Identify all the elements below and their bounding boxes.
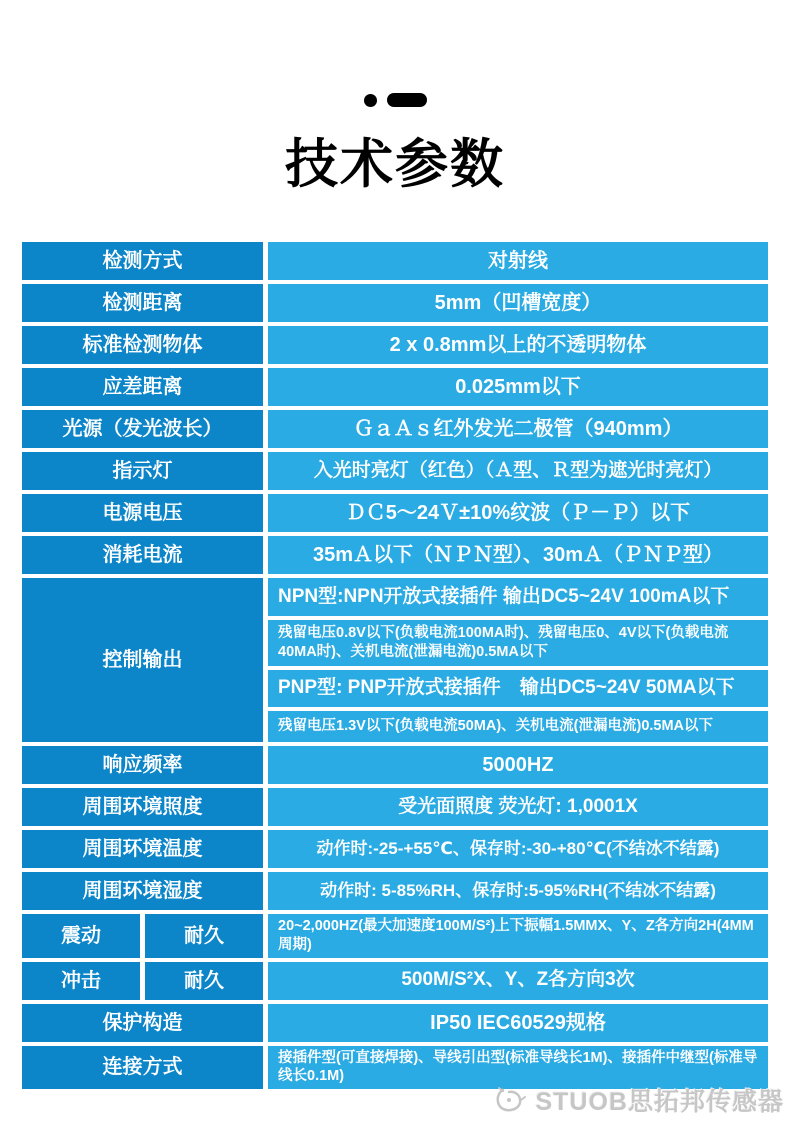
sub-row-value: 残留电压0.8V以下(负载电流100MA时)、残留电压0、4V以下(负载电流40MA时)、关机电流(泄漏电流)0.5MA以下 <box>268 620 768 666</box>
table-row <box>22 368 768 406</box>
row-label: 控制输出 <box>22 578 263 742</box>
row-label: 冲击 <box>22 962 140 1000</box>
row-label: 标准检测物体 <box>22 326 263 364</box>
row-label: 电源电压 <box>22 494 263 532</box>
row-label: 消耗电流 <box>22 536 263 574</box>
table-row <box>22 536 768 574</box>
row-value: 动作时:-25-+55℃、保存时:-30-+80℃(不结冰不结露) <box>268 830 768 868</box>
dot-icon <box>364 94 377 107</box>
row-value: 500M/S²X、Y、Z各方向3次 <box>268 962 768 1000</box>
watermark-logo-icon <box>495 1084 531 1116</box>
table-row <box>22 962 768 1000</box>
row-value: 35mＡ以下（ＮＰＮ型）、30mＡ（ＰＮＰ型） <box>268 536 768 574</box>
row-label: 耐久 <box>145 914 263 958</box>
row-label: 检测距离 <box>22 284 263 322</box>
row-value: 5mm（凹槽宽度） <box>268 284 768 322</box>
dash-icon <box>387 93 427 107</box>
row-value: 受光面照度 荧光灯: 1,0001X <box>268 788 768 826</box>
row-label: 光源（发光波长） <box>22 410 263 448</box>
row-value: 20~2,000HZ(最大加速度100M/S²)上下振幅1.5MMX、Y、Z各方向2H(4MM周期) <box>268 914 768 958</box>
row-value: 0.025mm以下 <box>268 368 768 406</box>
row-value: ＤＣ5～24Ｖ±10%纹波（Ｐ－Ｐ）以下 <box>268 494 768 532</box>
row-value: 入光时亮灯（红色）（Ａ型、Ｒ型为遮光时亮灯） <box>268 452 768 490</box>
row-subvalues <box>268 578 768 742</box>
row-label-pair <box>22 962 263 1000</box>
row-value: 5000HZ <box>268 746 768 784</box>
table-row <box>22 326 768 364</box>
row-label-pair <box>22 914 263 958</box>
table-row <box>22 494 768 532</box>
row-label: 周围环境照度 <box>22 788 263 826</box>
sub-row-value: NPN型:NPN开放式接插件 输出DC5~24V 100mA以下 <box>268 578 768 616</box>
row-value: 2 x 0.8mm以上的不透明物体 <box>268 326 768 364</box>
row-label: 保护构造 <box>22 1004 263 1042</box>
row-value: 对射线 <box>268 242 768 280</box>
table-row <box>22 284 768 322</box>
row-label: 周围环境温度 <box>22 830 263 868</box>
table-row <box>22 578 768 742</box>
spec-table <box>22 242 768 1089</box>
row-label: 震动 <box>22 914 140 958</box>
row-value: ＧａＡｓ红外发光二极管（940mm） <box>268 410 768 448</box>
row-label: 指示灯 <box>22 452 263 490</box>
page-title: 技术参数 <box>285 135 505 194</box>
sub-row-value: PNP型: PNP开放式接插件 输出DC5~24V 50MA以下 <box>268 670 768 707</box>
table-row <box>22 242 768 280</box>
table-row <box>22 1004 768 1042</box>
brand-watermark <box>495 1082 784 1118</box>
row-label: 耐久 <box>145 962 263 1000</box>
table-row <box>22 746 768 784</box>
table-row <box>22 788 768 826</box>
row-value: IP50 IEC60529规格 <box>268 1004 768 1042</box>
dot-dash-decoration <box>0 0 790 107</box>
row-label: 应差距离 <box>22 368 263 406</box>
row-label: 响应频率 <box>22 746 263 784</box>
row-label: 周围环境湿度 <box>22 872 263 910</box>
row-value: 动作时: 5-85%RH、保存时:5-95%RH(不结冰不结露) <box>268 872 768 910</box>
table-row <box>22 410 768 448</box>
table-row <box>22 452 768 490</box>
table-row <box>22 914 768 958</box>
row-label: 检测方式 <box>22 242 263 280</box>
table-row <box>22 872 768 910</box>
sub-row-value: 残留电压1.3V以下(负载电流50MA)、关机电流(泄漏电流)0.5MA以下 <box>268 711 768 742</box>
watermark-text: STUOB思拓邦传感器 <box>535 1088 784 1116</box>
row-value: 接插件型(可直接焊接)、导线引出型(标准导线长1M)、接插件中继型(标准导线长0.1M) <box>268 1046 768 1090</box>
table-row <box>22 830 768 868</box>
row-label: 连接方式 <box>22 1046 263 1090</box>
